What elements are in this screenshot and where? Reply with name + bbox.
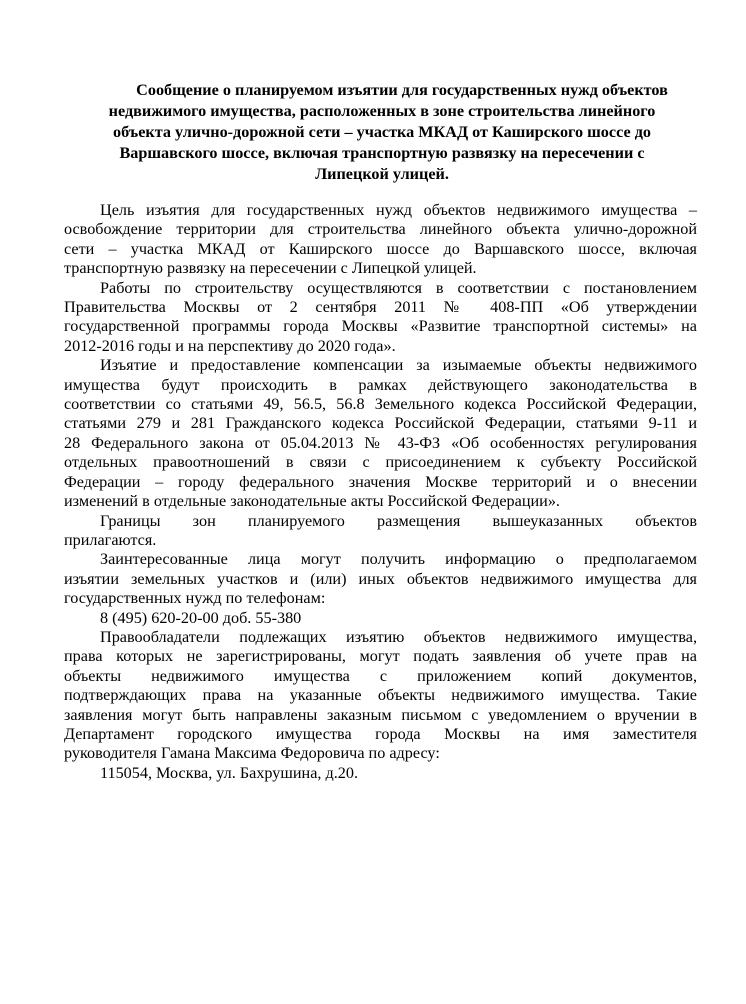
postal-address: 115054, Москва, ул. Бахрушина, д.20. (100, 763, 358, 782)
document-title (64, 80, 700, 185)
text-line: Правительства Москвы от 2 сентября 2011 № 408-ПП «Об утверждении (64, 298, 697, 317)
text-line: Правообладатели подлежащих изъятию объектов недвижимого имущества, (100, 627, 697, 646)
text-line: изменений в отдельные законодательные акты Российской Федерации». (64, 492, 560, 511)
title-line: недвижимого имущества, расположенных в зоне строительства линейного (108, 102, 656, 120)
paragraph-basis (64, 279, 697, 357)
text-line: объекты недвижимого имущества с приложением копий документов, (64, 666, 697, 685)
paragraph-address (64, 764, 697, 783)
paragraph-purpose (64, 201, 697, 279)
title-line: объекта улично-дорожной сети – участка МКАД от Каширского шоссе до (113, 123, 651, 141)
paragraph-phone (64, 609, 697, 628)
title-line: Липецкой улицей. (315, 165, 449, 183)
text-line: сети – участка МКАД от Каширского шоссе до Варшавского шоссе, включая (64, 239, 697, 258)
text-line: Федерации – городу федерального значения Москве территорий и о внесении (64, 472, 697, 491)
text-line: руководителя Гамана Максима Федоровича по адресу: (64, 744, 440, 763)
text-line: соответствии со статьями 49, 56.5, 56.8 Земельного кодекса Российской Федерации, (64, 395, 697, 414)
text-line: освобождение территории для строительства линейного объекта улично-дорожной (64, 220, 697, 239)
document-body (64, 201, 697, 783)
text-line: отдельных правоотношений в связи с присоединением к субъекту Российской (64, 453, 697, 472)
paragraph-boundaries (64, 512, 697, 551)
title-line: Варшавского шоссе, включая транспортную развязку на пересечении с (119, 144, 645, 162)
text-line: государственных нужд по телефонам: (64, 589, 326, 608)
text-line: подтверждающих права на указанные объекты недвижимого имущества. Такие (64, 686, 697, 705)
text-line: заявления могут быть направлены заказным письмом с уведомлением о вручении в (64, 705, 697, 724)
paragraph-information (64, 550, 697, 608)
text-line: 28 Федерального закона от 05.04.2013 № 43-ФЗ «Об особенностях регулирования (64, 433, 697, 452)
paragraph-compensation (64, 356, 697, 511)
text-line: Заинтересованные лица могут получить информацию о предполагаемом (100, 550, 697, 569)
text-line: имущества будут происходить в рамках действующего законодательства в (64, 375, 697, 394)
text-line: Цель изъятия для государственных нужд объектов недвижимого имущества – (100, 201, 697, 219)
text-line: права которых не зарегистрированы, могут подать заявления об учете прав на (64, 647, 697, 666)
text-line: Работы по строительству осуществляются в соответствии с постановлением (100, 278, 697, 297)
text-line: Изъятие и предоставление компенсации за изымаемые объекты недвижимого (100, 356, 697, 375)
text-line: Границы зон планируемого размещения вышеуказанных объектов (100, 511, 697, 530)
text-line: изъятии земельных участков и (или) иных объектов недвижимого имущества для (64, 569, 697, 588)
text-line: транспортную развязку на пересечении с Липецкой улицей. (64, 259, 477, 278)
text-line: прилагаются. (64, 530, 157, 549)
text-line: Департамент городского имущества города Москвы на имя заместителя (64, 724, 697, 743)
phone-number: 8 (495) 620-20-00 доб. 55-380 (100, 608, 302, 627)
text-line: статьями 279 и 281 Гражданского кодекса Российской Федерации, статьями 9-11 и (64, 414, 697, 433)
title-line: Сообщение о планируемом изъятии для государственных нужд объектов (136, 81, 668, 99)
paragraph-rights-holders (64, 628, 697, 764)
text-line: 2012-2016 годы и на перспективу до 2020 года». (64, 336, 396, 355)
text-line: государственной программы города Москвы «Развитие транспортной системы» на (64, 317, 697, 336)
